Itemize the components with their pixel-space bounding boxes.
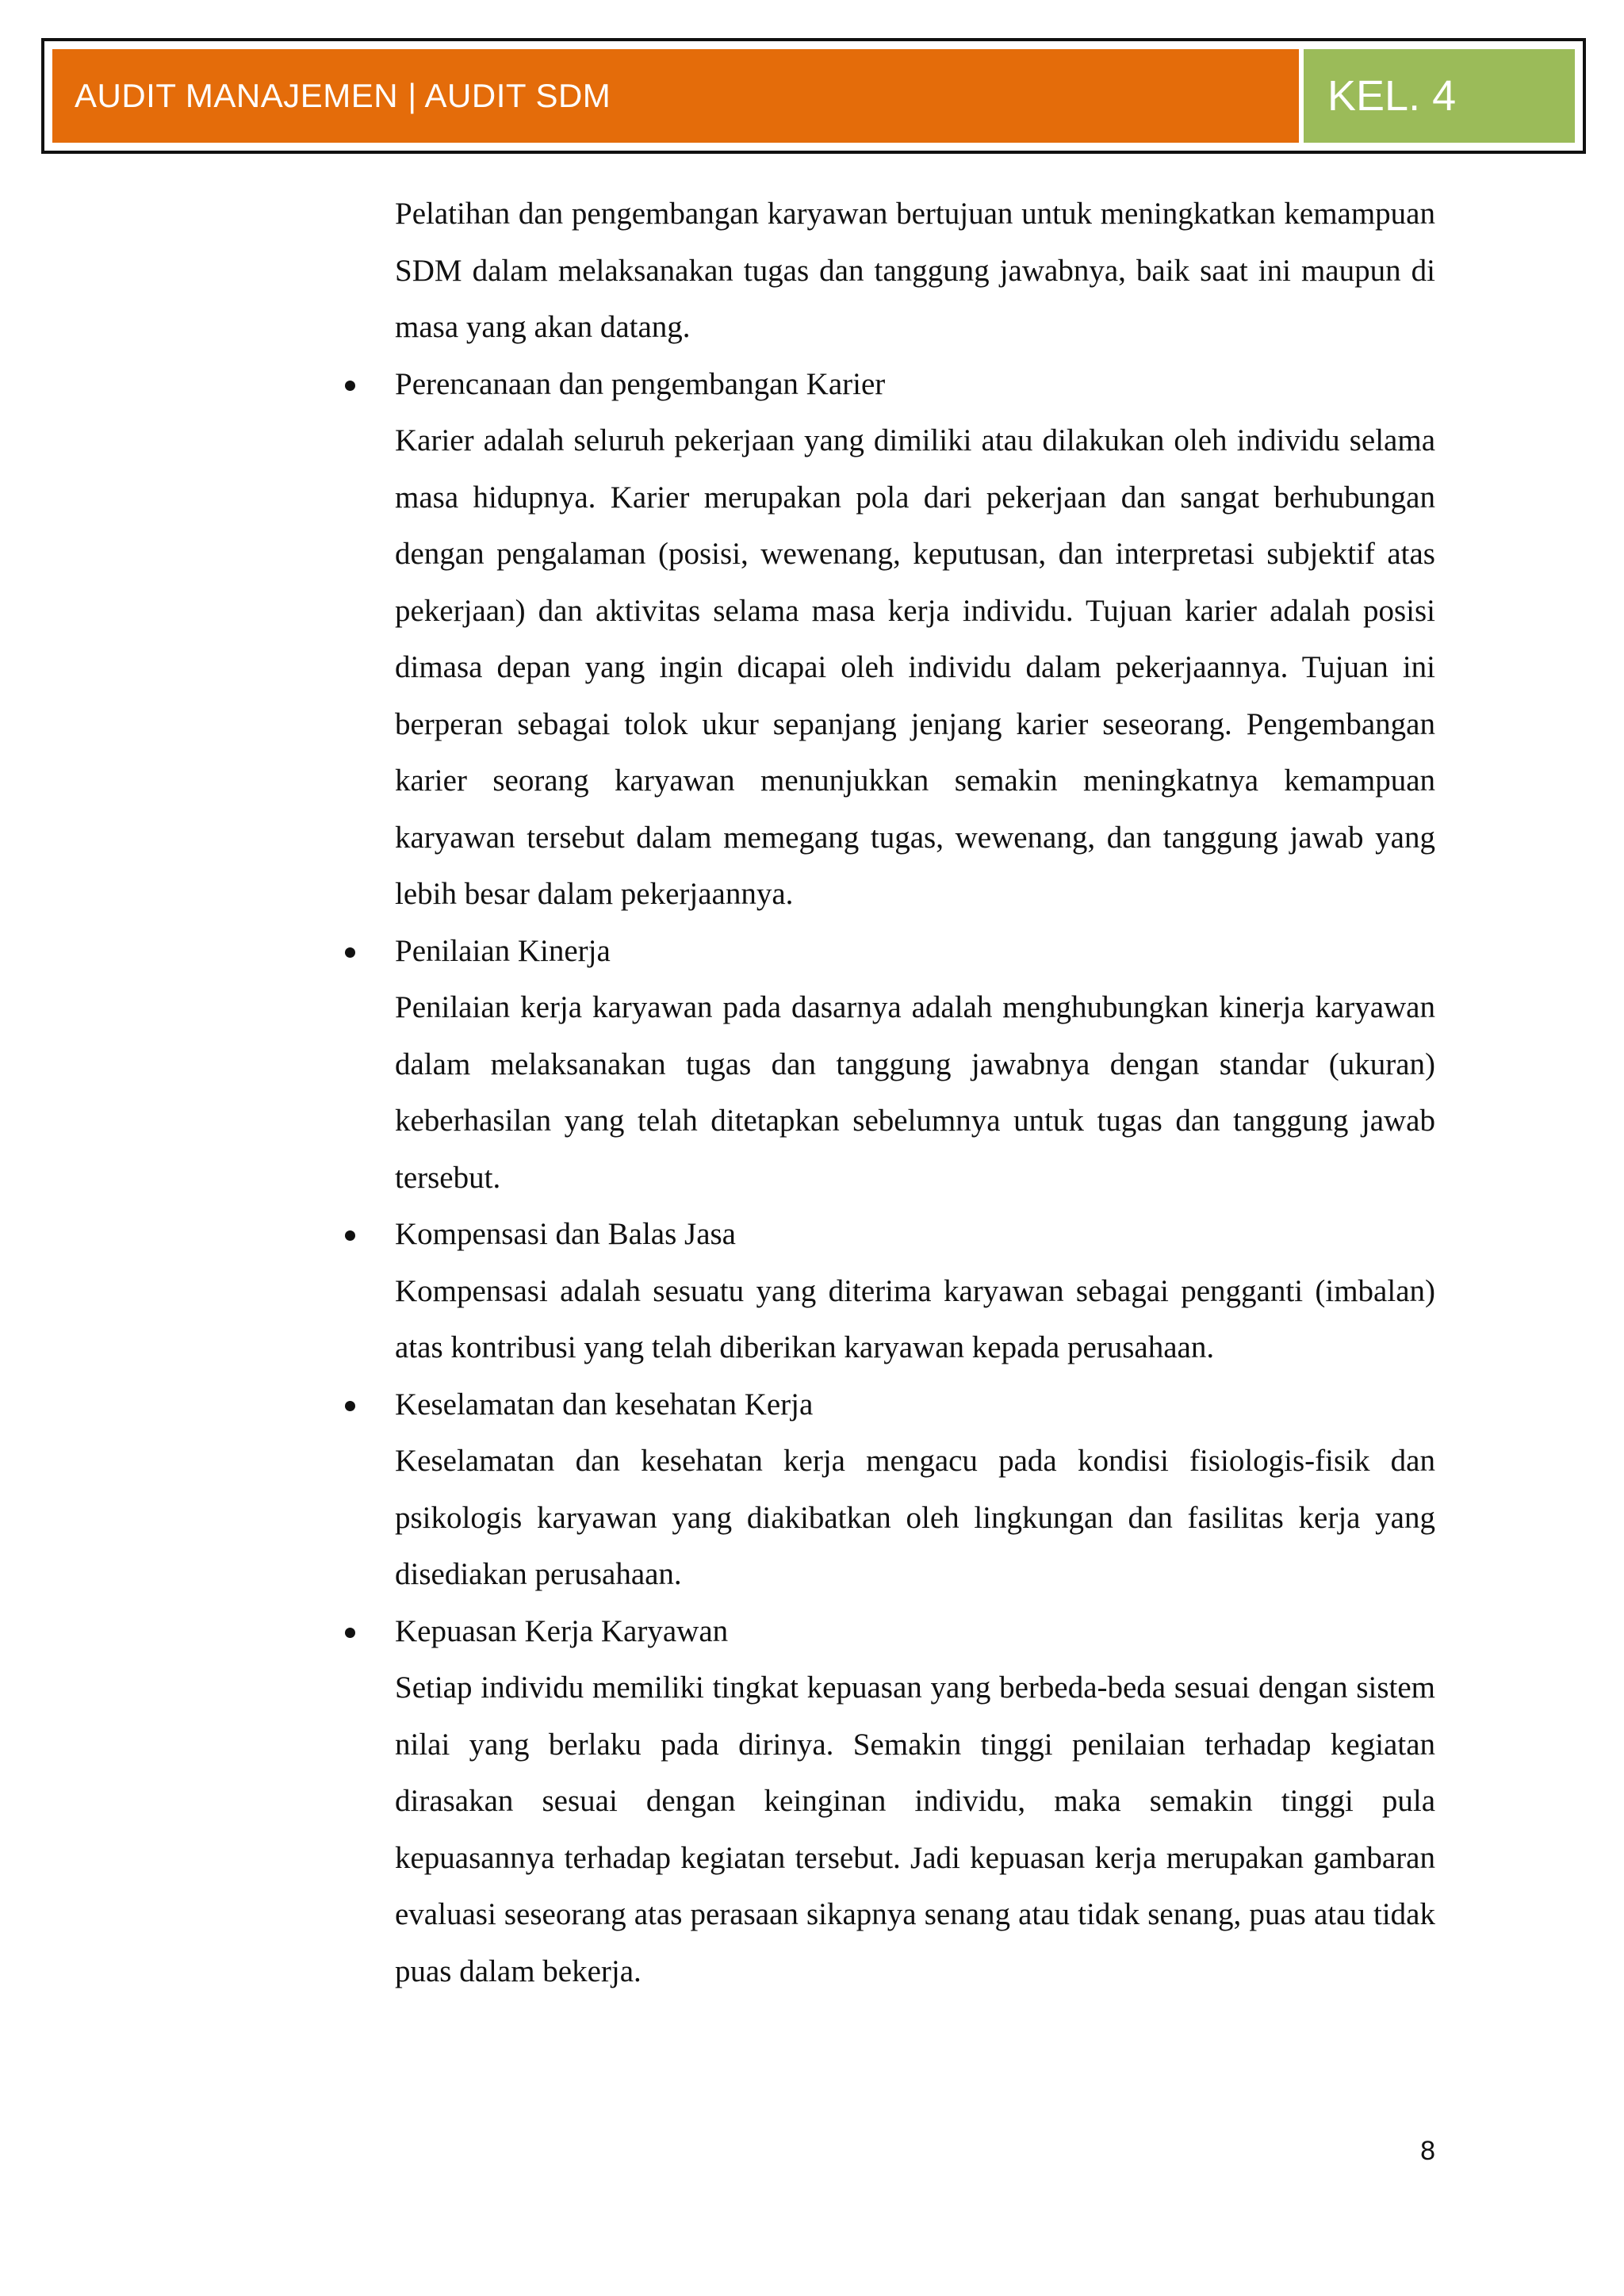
section-body: Setiap individu memiliki tingkat kepuasan yang berbeda-beda sesuai dengan sistem nilai yang berlaku pada dirinya. Semakin tinggi penilaian terhadap kegiatan dirasakan sesuai dengan keinginan individu, maka semakin tinggi pula kepuasannya terhadap kegiatan tersebut. Jadi kepuasan kerja merupakan gambaran evaluasi seseorang atas perasaan sikapnya senang atau tidak senang, puas atau tidak puas dalam bekerja.	[395, 1670, 1435, 1988]
list-item-kepuasan	[333, 1603, 1435, 1660]
section-heading: Keselamatan dan kesehatan Kerja	[395, 1387, 814, 1422]
bullet-icon	[345, 381, 355, 391]
section-heading: Penilaian Kinerja	[395, 933, 611, 968]
bullet-icon	[345, 947, 355, 958]
header-group-box	[1302, 48, 1576, 144]
header-title-box	[51, 48, 1300, 144]
list-item-kompensasi	[333, 1206, 1435, 1263]
section-heading: Kepuasan Kerja Karyawan	[395, 1613, 729, 1648]
intro-paragraph: Pelatihan dan pengembangan karyawan bertujuan untuk meningkatkan kemampuan SDM dalam melaksanakan tugas dan tanggung jawabnya, baik saat ini maupun di masa yang akan datang.	[395, 197, 1435, 344]
bullet-icon	[345, 1230, 355, 1241]
list-item-penilaian-kinerja	[333, 923, 1435, 980]
list-item-karier	[333, 356, 1435, 413]
section-body: Karier adalah seluruh pekerjaan yang dimiliki atau dilakukan oleh individu selama masa hidupnya. Karier merupakan pola dari pekerjaan dan sangat berhubungan dengan pengalaman (posisi, wewenang, keputusan, dan interpretasi subjektif atas pekerjaan) dan aktivitas selama masa kerja individu. Tujuan karier adalah posisi dimasa depan yang ingin dicapai oleh individu dalam pekerjaannya. Tujuan ini berperan sebagai tolok ukur sepanjang jenjang karier seseorang. Pengembangan karier seorang karyawan menunjukkan semakin meningkatnya kemampuan karyawan tersebut dalam memegang tugas, wewenang, dan tanggung jawab yang lebih besar dalam pekerjaannya.	[395, 423, 1435, 911]
page-header	[41, 38, 1586, 154]
list-item-keselamatan	[333, 1376, 1435, 1433]
bullet-icon	[345, 1628, 355, 1638]
section-heading: Perencanaan dan pengembangan Karier	[395, 366, 886, 401]
section-body: Keselamatan dan kesehatan kerja mengacu pada kondisi fisiologis-fisik dan psikologis karyawan yang diakibatkan oleh lingkungan dan fasilitas kerja yang disediakan perusahaan.	[395, 1444, 1435, 1591]
section-body: Penilaian kerja karyawan pada dasarnya adalah menghubungkan kinerja karyawan dalam melaksanakan tugas dan tanggung jawabnya dengan standar (ukuran) keberhasilan yang telah ditetapkan sebelumnya untuk tugas dan tanggung jawab tersebut.	[395, 990, 1435, 1195]
document-body	[333, 186, 1435, 1999]
section-body: Kompensasi adalah sesuatu yang diterima karyawan sebagai pengganti (imbalan) atas kontribusi yang telah diberikan karyawan kepada perusahaan.	[395, 1273, 1435, 1364]
header-group-label: KEL. 4	[1327, 72, 1457, 120]
header-title: AUDIT MANAJEMEN | AUDIT SDM	[75, 77, 611, 114]
bullet-icon	[345, 1401, 355, 1411]
page-number: 8	[1420, 2136, 1435, 2166]
section-heading: Kompensasi dan Balas Jasa	[395, 1217, 736, 1251]
